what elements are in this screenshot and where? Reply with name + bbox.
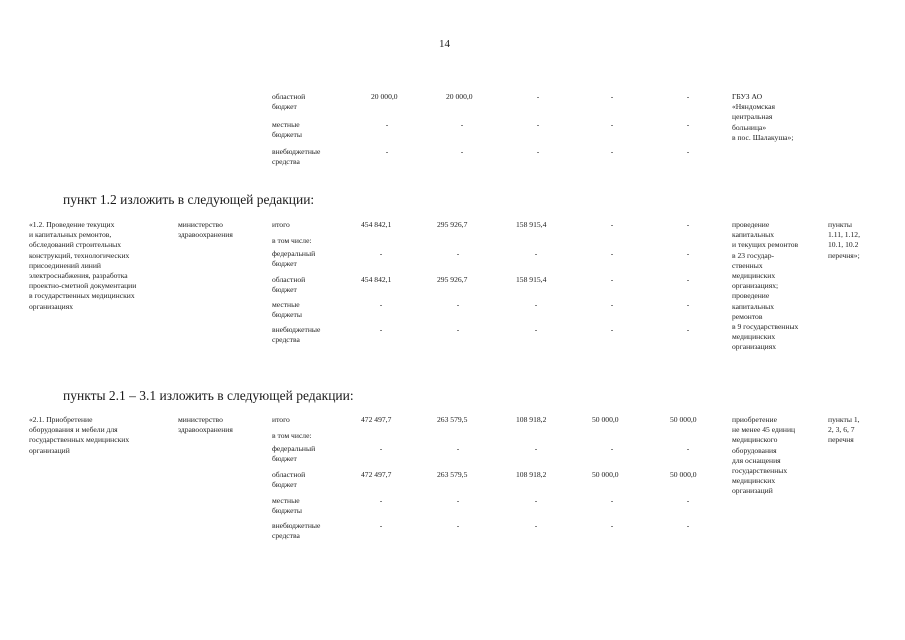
value-cell: - — [536, 147, 540, 156]
value-cell: - — [686, 92, 690, 101]
value-cell: - — [686, 249, 690, 258]
section-heading: пункт 1.2 изложить в следующей редакции: — [63, 192, 315, 207]
value-cell: - — [534, 496, 538, 505]
value-cell: - — [686, 220, 690, 229]
measure-name: «1.2. Проведение текущих и капитальных ремонтов, обследований строительных конструкций, технологических присоединений линий электроснабжения, разработка проектно-сметной документации в государственных медицинских организациях — [29, 220, 137, 311]
value-cell: - — [534, 300, 538, 309]
value-cell: 20 000,0 — [371, 92, 398, 101]
value-cell: - — [456, 325, 460, 334]
page-number: 14 — [439, 38, 450, 50]
section-heading: пункты 2.1 – 3.1 изложить в следующей редакции: — [63, 388, 354, 403]
value-cell: - — [686, 275, 690, 284]
value-cell: - — [536, 92, 540, 101]
value-cell: 295 926,7 — [437, 275, 468, 284]
value-cell: - — [534, 521, 538, 530]
value-cell: - — [686, 444, 690, 453]
source-label: местные бюджеты — [272, 120, 302, 140]
list-points: пункты 1.11, 1.12, 10.1, 10.2 перечня»; — [828, 220, 860, 260]
value-cell: - — [456, 300, 460, 309]
source-label: областной бюджет — [272, 92, 306, 112]
source-label: областной бюджет — [272, 470, 306, 490]
value-cell: - — [686, 521, 690, 530]
source-label: внебюджетные средства — [272, 147, 321, 167]
value-cell: - — [686, 325, 690, 334]
value-cell: 158 915,4 — [516, 275, 547, 284]
source-label: внебюджетные средства — [272, 521, 321, 541]
value-cell: - — [379, 249, 383, 258]
value-cell: - — [379, 496, 383, 505]
result-cell: приобретение не менее 45 единиц медицинского оборудования для оснащения государственных медицинских организаций — [732, 415, 796, 496]
value-cell: - — [385, 120, 389, 129]
value-cell: 50 000,0 — [670, 415, 697, 424]
value-cell: - — [686, 147, 690, 156]
source-label: местные бюджеты — [272, 496, 302, 516]
source-label: в том числе: — [272, 431, 312, 440]
value-cell: - — [385, 147, 389, 156]
value-cell: 472 497,7 — [361, 415, 392, 424]
value-cell: - — [610, 249, 614, 258]
source-label: внебюджетные средства — [272, 325, 321, 345]
value-cell: 50 000,0 — [592, 415, 619, 424]
value-cell: 295 926,7 — [437, 220, 468, 229]
value-cell: - — [534, 249, 538, 258]
value-cell: 454 842,1 — [361, 220, 392, 229]
value-cell: - — [379, 325, 383, 334]
value-cell: - — [610, 120, 614, 129]
value-cell: 472 497,7 — [361, 470, 392, 479]
source-label: федеральный бюджет — [272, 444, 316, 464]
source-label: итого — [272, 415, 290, 424]
value-cell: 50 000,0 — [592, 470, 619, 479]
value-cell: - — [610, 496, 614, 505]
value-cell: - — [460, 120, 464, 129]
value-cell: - — [379, 521, 383, 530]
value-cell: 108 918,2 — [516, 415, 547, 424]
value-cell: - — [610, 275, 614, 284]
value-cell: - — [379, 444, 383, 453]
source-label: областной бюджет — [272, 275, 306, 295]
list-points: пункты 1, 2, 3, 6, 7 перечня — [828, 415, 860, 445]
value-cell: - — [456, 444, 460, 453]
value-cell: - — [534, 325, 538, 334]
value-cell: - — [610, 521, 614, 530]
value-cell: - — [610, 300, 614, 309]
value-cell: - — [610, 147, 614, 156]
value-cell: - — [686, 496, 690, 505]
value-cell: 263 579,5 — [437, 470, 468, 479]
value-cell: 50 000,0 — [670, 470, 697, 479]
value-cell: - — [456, 496, 460, 505]
value-cell: - — [610, 92, 614, 101]
value-cell: - — [686, 300, 690, 309]
value-cell: - — [610, 444, 614, 453]
result-cell: проведение капитальных и текущих ремонтов в 23 государ- ственных медицинских организациях; проведение капитальных ремонтов в 9 государственных медицинских организациях — [732, 220, 799, 352]
value-cell: - — [536, 120, 540, 129]
executor: министерство здравоохранения — [178, 220, 233, 240]
value-cell: 20 000,0 — [446, 92, 473, 101]
value-cell: 263 579,5 — [437, 415, 468, 424]
value-cell: 158 915,4 — [516, 220, 547, 229]
value-cell: - — [456, 249, 460, 258]
value-cell: - — [460, 147, 464, 156]
result-cell: ГБУЗ АО «Няндомская центральная больница» в пос. Шалакуша»; — [732, 92, 794, 142]
value-cell: - — [610, 220, 614, 229]
executor: министерство здравоохранения — [178, 415, 233, 435]
measure-name: «2.1. Приобретение оборудования и мебели для государственных медицинских организаций — [29, 415, 130, 455]
source-label: итого — [272, 220, 290, 229]
value-cell: - — [456, 521, 460, 530]
value-cell: - — [379, 300, 383, 309]
value-cell: 454 842,1 — [361, 275, 392, 284]
value-cell: 108 918,2 — [516, 470, 547, 479]
source-label: федеральный бюджет — [272, 249, 316, 269]
value-cell: - — [610, 325, 614, 334]
source-label: местные бюджеты — [272, 300, 302, 320]
value-cell: - — [686, 120, 690, 129]
source-label: в том числе: — [272, 236, 312, 245]
value-cell: - — [534, 444, 538, 453]
